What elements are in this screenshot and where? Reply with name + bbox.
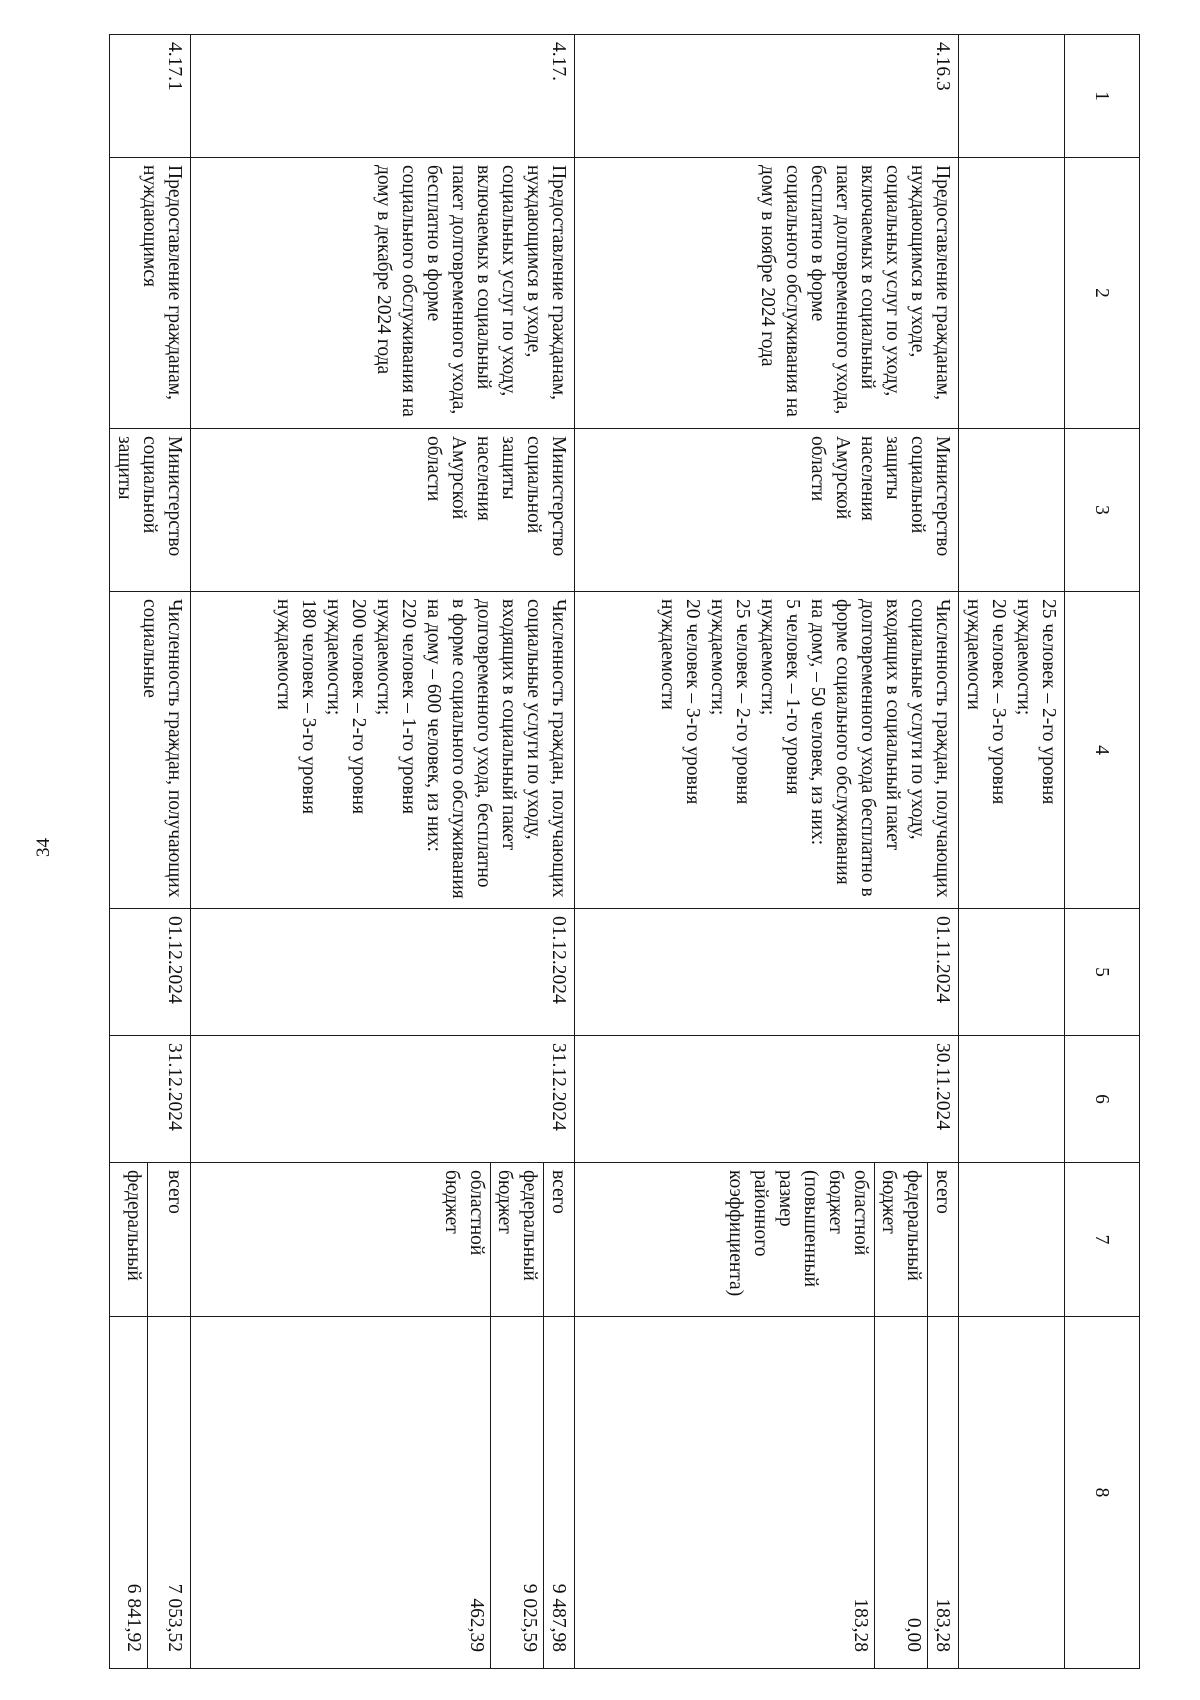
funding-amount: 183,28 [928, 1317, 959, 1669]
row-number: 4.17. [191, 35, 575, 158]
start-date: 01.12.2024 [110, 909, 191, 1036]
executor: Министерство социальной защиты [110, 429, 191, 592]
funding-amount: 462,39 [191, 1317, 491, 1669]
funding-amount: 9 025,59 [491, 1317, 544, 1669]
funding-source: областной бюджет (повышенный размер районного коэффициента) [575, 1163, 875, 1317]
funding-amount: 7 053,52 [148, 1317, 191, 1669]
funding-source: всего [148, 1163, 191, 1317]
funding-source: всего [928, 1163, 959, 1317]
rotated-page [84, 34, 1140, 1668]
event-name [959, 158, 1065, 429]
funding-amount [959, 1317, 1065, 1669]
column-header: 2 [1065, 158, 1140, 429]
row-number [959, 35, 1065, 158]
table-row [148, 35, 191, 1669]
column-header: 6 [1065, 1036, 1140, 1163]
event-name: Предоставление гражданам, нуждающимся в уходе, социальных услуг по уходу, включаемых в социальный пакет долговременного ухода, бесплатно в форме социального обслуживания на дому в декабре 2024 года [191, 158, 575, 429]
table-row [544, 35, 575, 1669]
start-date: 01.12.2024 [191, 909, 575, 1036]
indicator: Численность граждан, получающих социальные услуги по уходу, входящих в социальный пакет долговременного ухода бесплатно в форме социального обслуживания на дому, – 50 человек, из них: 5 человек – 1-го уровня нуждаемости; 25 человек – 2-го уровня нуждаемости; 20 человек – 3-го уровня нуждаемости [575, 592, 959, 909]
end-date: 31.12.2024 [110, 1036, 191, 1163]
end-date: 30.11.2024 [575, 1036, 959, 1163]
funding-source: федеральный бюджет [491, 1163, 544, 1317]
row-number: 4.17.1 [110, 35, 191, 158]
start-date: 01.11.2024 [575, 909, 959, 1036]
column-header: 1 [1065, 35, 1140, 158]
column-header: 5 [1065, 909, 1140, 1036]
funding-amount: 9 487,98 [544, 1317, 575, 1669]
column-header: 3 [1065, 429, 1140, 592]
funding-amount: 183,28 [575, 1317, 875, 1669]
funding-source: федеральный бюджет [875, 1163, 928, 1317]
start-date [959, 909, 1065, 1036]
funding-source: всего [544, 1163, 575, 1317]
funding-amount: 6 841,92 [110, 1317, 148, 1669]
event-name: Предоставление гражданам, нуждающимся [110, 158, 191, 429]
end-date: 31.12.2024 [191, 1036, 575, 1163]
executor: Министерство социальной защиты населения Амурской области [575, 429, 959, 592]
funding-source: федеральный [110, 1163, 148, 1317]
row-number: 4.16.3 [575, 35, 959, 158]
indicator: Численность граждан, получающих социальные [110, 592, 191, 909]
column-header: 7 [1065, 1163, 1140, 1317]
funding-source: областной бюджет [191, 1163, 491, 1317]
funding-amount: 0,00 [875, 1317, 928, 1669]
page-number: 34 [33, 838, 54, 857]
indicator: Численность граждан, получающих социальные услуги по уходу, входящих в социальный пакет долговременного ухода, бесплатно в форме социального обслуживания на дому – 600 человек, из них: 220 человек – 1-го уровня нуждаемости; 200 человек – 2-го уровня нуждаемости; 180 человек – 3-го уровня нуждаемости [191, 592, 575, 909]
event-name: Предоставление гражданам, нуждающимся в уходе, социальных услуг по уходу, включаемых в социальный пакет долговременного ухода, бесплатно в форме социального обслуживания на дому в ноябре 2024 года [575, 158, 959, 429]
funding-source [959, 1163, 1065, 1317]
column-header: 4 [1065, 592, 1140, 909]
executor [959, 429, 1065, 592]
column-header: 8 [1065, 1317, 1140, 1669]
end-date [959, 1036, 1065, 1163]
executor: Министерство социальной защиты населения Амурской области [191, 429, 575, 592]
table-row [959, 35, 1065, 1669]
header-row [1065, 35, 1140, 1669]
indicator: 25 человек – 2-го уровня нуждаемости; 20 человек – 3-го уровня нуждаемости [959, 592, 1065, 909]
table-row [928, 35, 959, 1669]
program-table [109, 34, 1140, 1669]
